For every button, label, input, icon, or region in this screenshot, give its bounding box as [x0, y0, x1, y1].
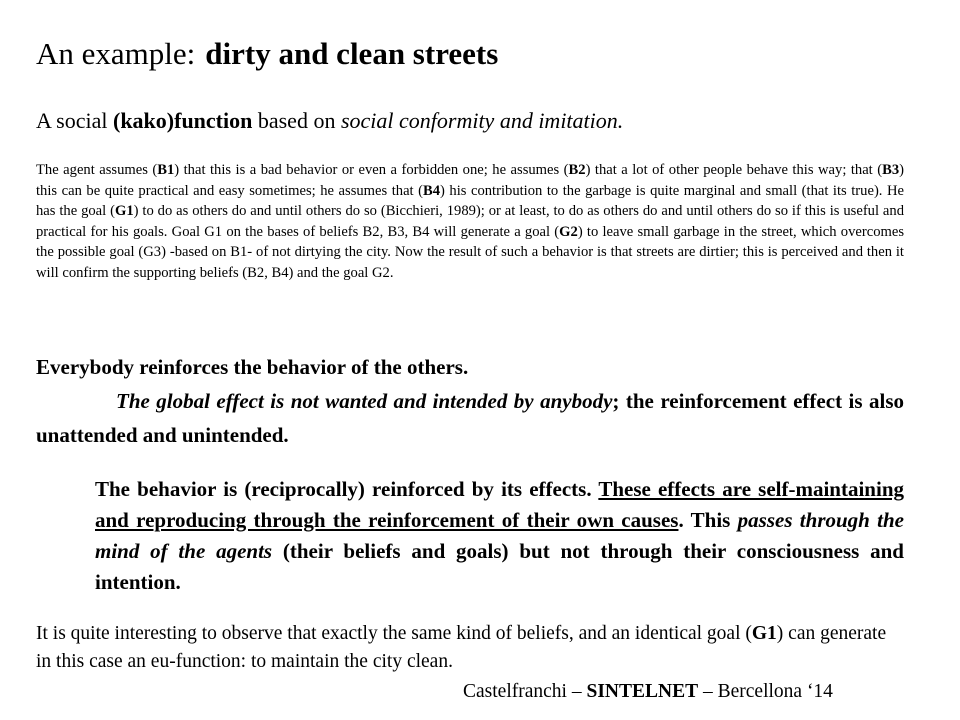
effects-mid: . This [678, 508, 738, 532]
para-text: The agent assumes ( [36, 162, 158, 178]
subtitle [36, 106, 623, 136]
closing-paragraph [36, 620, 904, 676]
para-text: ) this can be quite practical and easy sometimes; he assumes that ( [36, 162, 904, 199]
reinforcement-heading: Everybody reinforces the behavior of the others. [36, 355, 469, 379]
belief-b3: B3 [882, 162, 900, 178]
footer-event: – Bercellona ‘14 [698, 681, 833, 702]
closing-goal: G1 [751, 623, 777, 644]
closing-post: ) can generate in this case an eu-function: to maintain the city clean. [36, 623, 887, 672]
subtitle-pre: A social [36, 108, 113, 133]
reinforcement-block [36, 350, 904, 452]
para-text: ) that this is a bad behavior or even a forbidden one; he assumes ( [174, 162, 569, 178]
footer-project: SINTELNET [586, 681, 699, 702]
subtitle-bold: (kako)function [113, 108, 253, 133]
global-effect-rest: ; the reinforcement effect is also unattended and unintended. [36, 389, 904, 447]
goal-g1: G1 [114, 203, 134, 219]
closing-pre: It is quite interesting to observe that exactly the same kind of beliefs, and an identical goal ( [36, 623, 752, 644]
para-text: ) to leave small garbage in the street, which overcomes the possible goal (G3) -based on B1- of not dirtying the city. Now the result of such a behavior is that streets are dirtier; this is perceived and then it will confirm the supporting beliefs (B2, B4) and the goal G2. [36, 223, 904, 281]
belief-b2: B2 [568, 162, 586, 178]
belief-b1: B1 [157, 162, 175, 178]
title-topic: dirty and clean streets [205, 36, 499, 71]
title-prefix: An example: [36, 36, 196, 71]
footer [463, 679, 833, 705]
para-text: ) his contribution to the garbage is quite marginal and small (that its true). He has the goal ( [36, 182, 904, 219]
goal-g2: G2 [559, 223, 578, 240]
subtitle-italic: social conformity and imitation. [340, 108, 624, 133]
footer-author: Castelfranchi – [463, 681, 587, 702]
effects-underlined: These effects are self-maintaining and reproducing through the reinforcement of their own causes [95, 477, 904, 532]
para-text: ) to do as others do and until others do so (Bicchieri, 1989); or at least, to do as others do and until others do so if this is useful and practical for his goals. Goal G1 on the bases of beliefs B2, B3, B4 will generate a goal ( [36, 203, 905, 240]
effects-pre: The behavior is (reciprocally) reinforced by its effects. [95, 477, 599, 501]
para-text: ) that a lot of other people behave this way; that ( [585, 162, 883, 178]
effects-block [95, 474, 904, 598]
global-effect-text [36, 384, 904, 452]
global-effect-italic: The global effect is not wanted and intended by anybody [116, 389, 613, 413]
explanation-paragraph [36, 160, 904, 283]
page-title [36, 34, 498, 74]
effects-italic: passes through the mind of the agents [95, 508, 904, 563]
effects-post: (their beliefs and goals) but not through their consciousness and intention. [95, 539, 904, 594]
subtitle-mid: based on [252, 108, 341, 133]
belief-b4: B4 [423, 182, 441, 199]
